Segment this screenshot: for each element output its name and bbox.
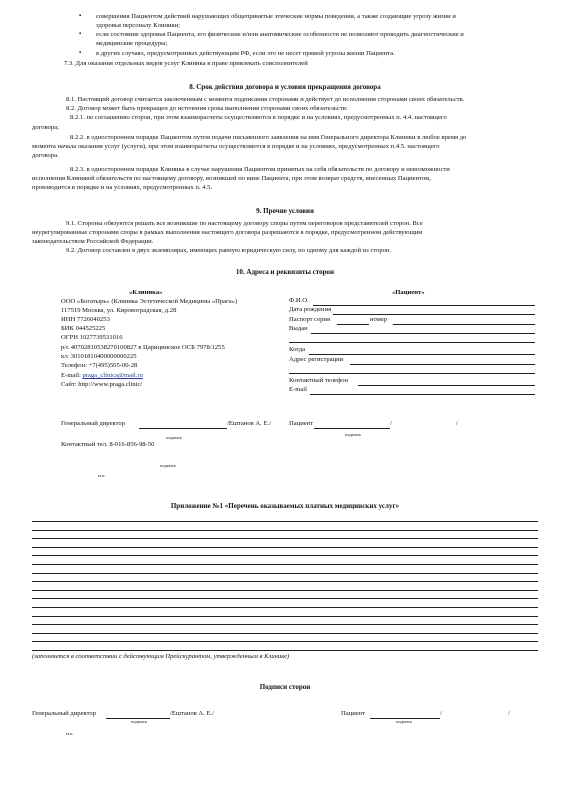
- clinic-account: р/с 40702810538270100827 в Царицинское ОСБ 7978/1255: [61, 344, 225, 351]
- paragraph-8-2-2-cont: момента начала оказания услуг (услуги), при этом взаиморасчеты осуществляются в порядке и на условиях, предусмотренных п.4.5. настоящего: [32, 143, 440, 150]
- appendix-blank-line[interactable]: [32, 573, 538, 574]
- appendix-blank-line[interactable]: [32, 624, 538, 625]
- patient-phone-label: Контактный телефон: [289, 377, 349, 384]
- appendix-blank-line[interactable]: [32, 590, 538, 591]
- patient-passport-series-field[interactable]: [337, 324, 369, 325]
- appendix-blank-line[interactable]: [32, 564, 538, 565]
- patient-address-field-2[interactable]: [289, 373, 535, 374]
- clinic-name: ООО «Богатырь» (Клиника Эстетической Медицины «Прага»): [61, 298, 238, 305]
- director-label: Генеральный директор: [61, 420, 126, 427]
- clinic-bik: БИК 044525225: [61, 325, 106, 332]
- paragraph-8-2-1-cont: договора;: [32, 124, 59, 131]
- patient-passport-number-field[interactable]: [393, 324, 535, 325]
- appendix-blank-line[interactable]: [32, 641, 538, 642]
- signatures-title: Подписи сторон: [259, 683, 311, 691]
- final-patient-label: Пациент: [341, 710, 366, 717]
- patient-sign-label: Пациент: [289, 420, 314, 427]
- patient-when-label: Когда: [289, 346, 306, 353]
- appendix-blank-line[interactable]: [32, 547, 538, 548]
- appendix-blank-line[interactable]: [32, 633, 538, 634]
- patient-signature-field[interactable]: [314, 428, 390, 429]
- patient-email-field[interactable]: [310, 394, 535, 395]
- patient-heading: «Пациент»: [392, 289, 425, 296]
- appendix-blank-line[interactable]: [32, 650, 538, 651]
- patient-signature-caption: подпись: [345, 432, 362, 437]
- paragraph-9-2: 9.2. Договор составлен в двух экземплярах, имеющих равную юридическую силу, по одному для каждой из сторон.: [66, 247, 392, 254]
- paragraph-8-2-3-cont: исполнения Клиникой обязательств по настоящему договору, возникшей по вине Пациента, при этом возврат средств, внесенных Пациентом,: [32, 175, 431, 182]
- patient-dob-label: Дата рождения: [289, 306, 332, 313]
- final-director-label: Генеральный директор: [32, 710, 97, 717]
- patient-address-field[interactable]: [350, 364, 535, 365]
- patient-dob-field[interactable]: [333, 314, 535, 315]
- clinic-email-link[interactable]: praga_clinica@mail.ru: [82, 372, 143, 379]
- paragraph-8-2-2: 8.2.2. в одностороннем порядке Пациентом путем подачи письменного заявления на имя Генерального директора Клиники в любое время до: [70, 134, 467, 141]
- patient-passport-label: Паспорт серия: [289, 316, 330, 323]
- appendix-title: Приложение №1 «Перечень оказываемых платных медицинских услуг»: [170, 502, 400, 510]
- patient-address-label: Адрес регистрации: [289, 356, 344, 363]
- section-8-title: 8. Срок действия договора и условия прекращения договора: [189, 83, 381, 91]
- clinic-heading: «Клиника»: [129, 289, 163, 296]
- appendix-blank-line[interactable]: [32, 598, 538, 599]
- section-10-title: 10. Адреса и реквизиты сторон: [235, 268, 335, 276]
- patient-issued-label: Выдан: [289, 325, 308, 332]
- clinic-email-label: E-mail:: [61, 372, 81, 379]
- appendix-blank-line[interactable]: [32, 555, 538, 556]
- paragraph-9-1-cont: законодательством Российской Федерации.: [32, 238, 154, 245]
- appendix-blank-line[interactable]: [32, 616, 538, 617]
- contact-phone: Контактный тел. 8-916-856-98-50: [61, 441, 155, 448]
- director-signature-caption: подпись: [166, 435, 183, 440]
- patient-number-label: номер: [370, 316, 388, 323]
- paragraph-8-2-1: 8.2.1. по соглашению сторон, при этом взаиморасчеты осуществляются в порядке и на условиях, предусмотренных п. 4.4. настоящего: [70, 114, 447, 121]
- appendix-blank-line[interactable]: [32, 530, 538, 531]
- final-patient-slash-end: /: [508, 710, 510, 717]
- appendix-note: (заполняется в соответствии с действующим Прейскурантом, утвержденным в Клинике): [32, 653, 290, 660]
- director-name: /Ештанов А. Е./: [227, 420, 271, 427]
- clinic-ogrn: ОГРН 1027739531016: [61, 334, 123, 341]
- final-director-name: /Ештанов А. Е./: [170, 710, 214, 717]
- patient-email-label: E-mail: [289, 386, 307, 393]
- paragraph-8-2-2-cont: договора.: [32, 152, 59, 159]
- paragraph-8-1: 8.1. Настоящий договор считается заключенным с момента подписания сторонами и действует до исполнения сторонами своих обязательств.: [66, 96, 465, 103]
- appendix-blank-line[interactable]: [32, 538, 538, 539]
- stamp-place: м.п.: [98, 473, 106, 478]
- patient-slash-end: /: [456, 420, 458, 427]
- clinic-inn: ИНН 7726040253: [61, 316, 110, 323]
- patient-fio-label: Ф.И.О.: [289, 297, 309, 304]
- final-director-caption: подпись: [131, 719, 148, 724]
- appendix-blank-line[interactable]: [32, 607, 538, 608]
- bullet-item: ▪ если состояние здоровья Пациента, его физические и/или анатомические особенности не позволяют проводить диагностические и: [96, 31, 536, 40]
- clinic-email-row: [61, 372, 143, 381]
- patient-phone-field[interactable]: [358, 385, 535, 386]
- patient-fio-field[interactable]: [313, 305, 535, 306]
- patient-slash: /: [390, 420, 392, 427]
- patient-when-field[interactable]: [309, 354, 535, 355]
- paragraph-9-1-cont: неурегулированные сторонами споры в рамках выполнения настоящего договора разрешаются в порядке, предусмотренном действующим: [32, 229, 423, 236]
- patient-issued-field[interactable]: [311, 333, 535, 334]
- paragraph-8-2: 8.2. Договор может быть прекращен до истечения срока выполнения сторонами своих обязательств:: [66, 105, 348, 112]
- appendix-blank-line[interactable]: [32, 581, 538, 582]
- patient-issued-field-2[interactable]: [289, 342, 535, 343]
- final-patient-caption: подпись: [396, 719, 413, 724]
- clinic-address: 117519 Москва, ул. Кировоградская, д.28: [61, 307, 177, 314]
- appendix-blank-line[interactable]: [32, 521, 538, 522]
- final-stamp-place: м.п.: [66, 731, 74, 736]
- section-9-title: 9. Прочие условия: [256, 207, 314, 215]
- contact-signature-caption: подпись: [160, 463, 177, 468]
- director-signature-field[interactable]: [139, 428, 227, 429]
- paragraph-8-2-3-cont: производится в порядке и на условиях, предусмотренных п. 4.5.: [32, 184, 213, 191]
- bullet-item: ▪ совершения Пациентом действий нарушающих общепринятые этические нормы поведения, а также создающие угрозу жизни и: [96, 13, 536, 22]
- clinic-phone: Телефон: +7(495)505-00-28: [61, 362, 138, 369]
- bullet-item-cont: медицинские процедуры;: [96, 40, 168, 47]
- bullet-item: ▪ в других случаях, предусмотренных действующим РФ, если это не несет прямой угрозы жизни Пациента.: [96, 50, 536, 59]
- paragraph-7-3: 7.3. Для оказания отдельных видов услуг Клиника в праве привлекать соисполнителей: [64, 60, 308, 67]
- final-patient-slash: /: [440, 710, 442, 717]
- clinic-site[interactable]: Сайт: http://www.praga.clinic/: [61, 381, 143, 388]
- paragraph-9-1: 9.1. Стороны обязуются решать все возникшие по настоящему договору споры путем переговоров представителей сторон. Все: [66, 220, 423, 227]
- bullet-item-cont: здоровья персоналу Клиники;: [96, 22, 181, 29]
- clinic-corr-account: к/с 30101810400000000225: [61, 353, 137, 360]
- paragraph-8-2-3: 8.2.3. в одностороннем порядке Клиника в случае нарушения Пациентом принятых на себя обязательств по договору и невозможности: [70, 166, 450, 173]
